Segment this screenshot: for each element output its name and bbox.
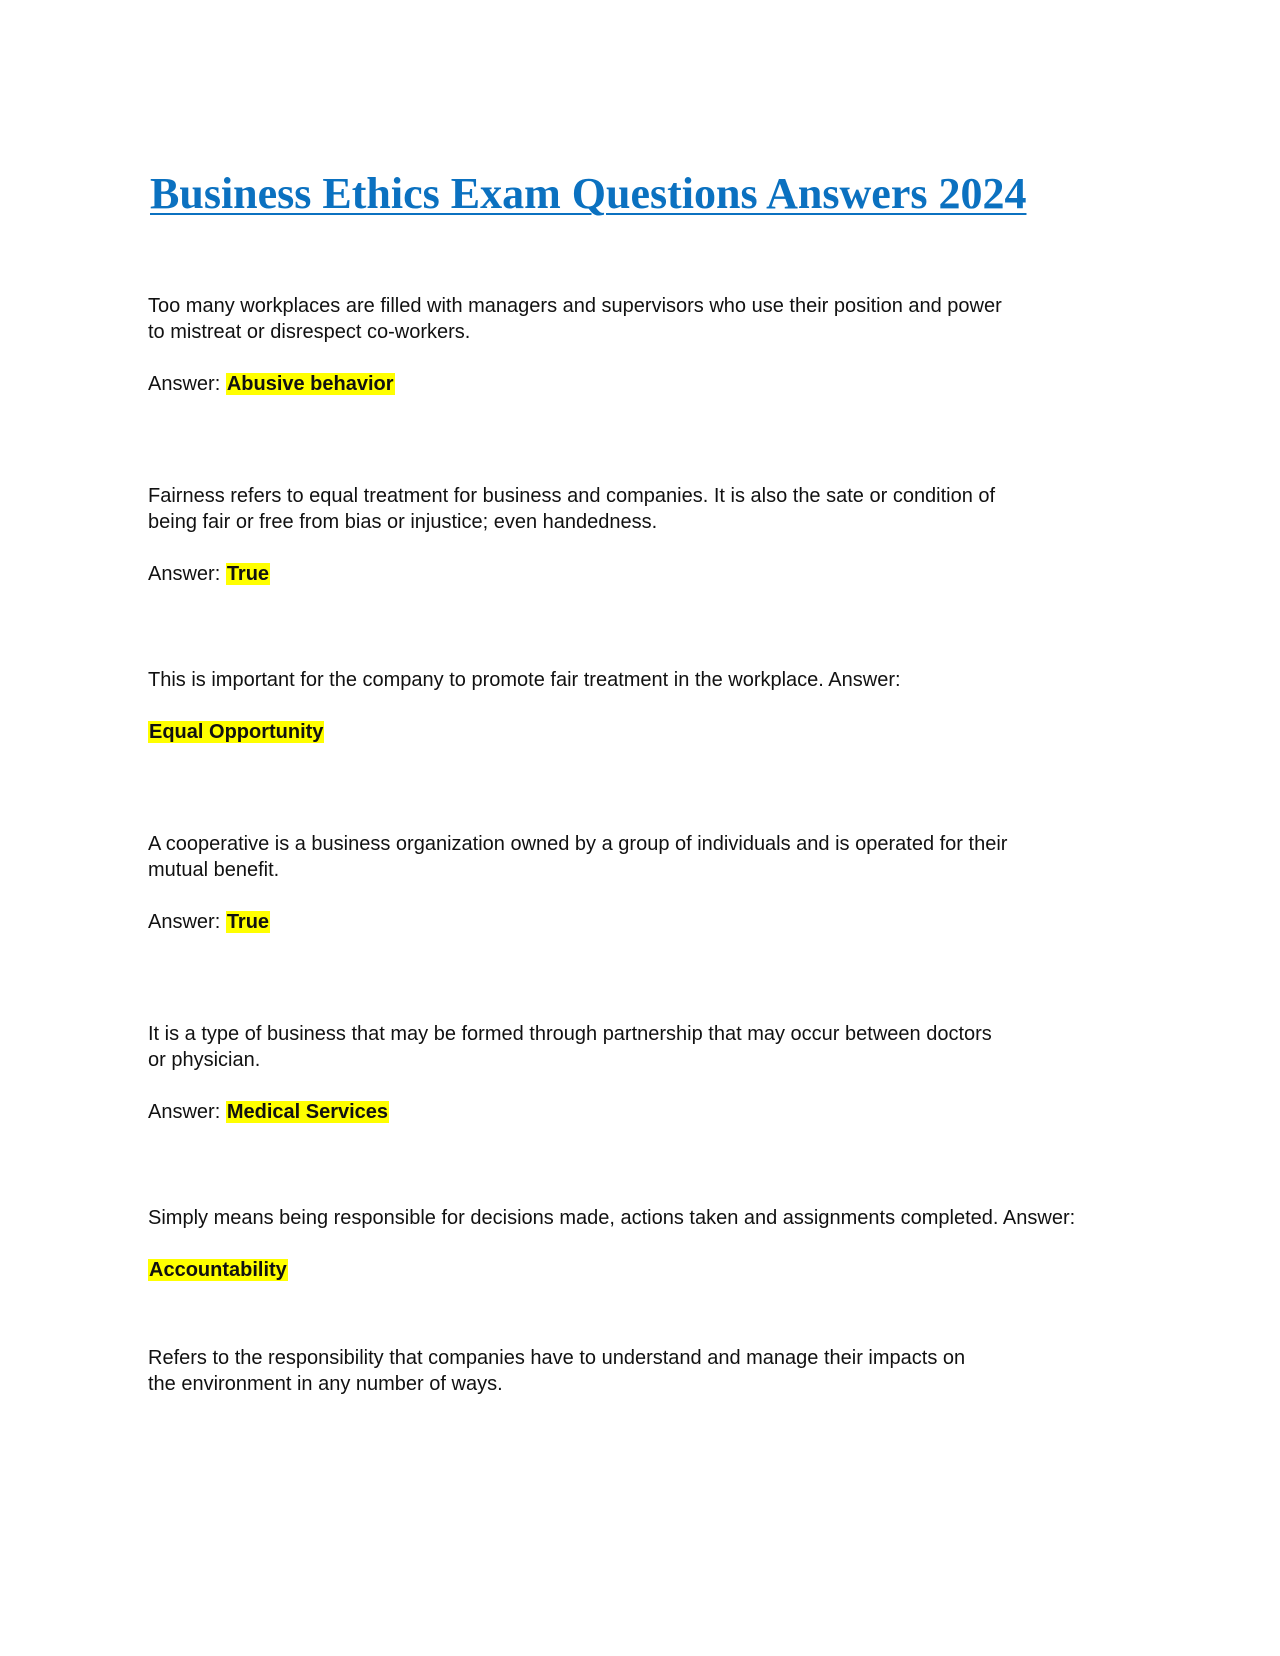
- question-text-line: Simply means being responsible for decisions made, actions taken and assignments completed. Answer:: [148, 1207, 1076, 1229]
- question-text-line: the environment in any number of ways.: [148, 1373, 503, 1395]
- question-text-line: mutual benefit.: [148, 859, 280, 881]
- question-text-line: to mistreat or disrespect co-workers.: [148, 321, 471, 343]
- question-text-line: Refers to the responsibility that companies have to understand and manage their impacts on: [148, 1347, 966, 1369]
- highlighted-answer: Medical Services: [226, 1101, 389, 1123]
- answer-label: Answer:: [148, 911, 226, 933]
- answer-2: [148, 561, 270, 587]
- answer-label: Answer:: [148, 1101, 226, 1123]
- question-text-line: or physician.: [148, 1049, 261, 1071]
- question-1: [148, 293, 1002, 345]
- question-text-line: being fair or free from bias or injustice; even handedness.: [148, 511, 658, 533]
- highlighted-answer: Abusive behavior: [226, 373, 394, 395]
- highlighted-answer: True: [226, 563, 270, 585]
- question-text-line: It is a type of business that may be formed through partnership that may occur between doctors: [148, 1023, 992, 1045]
- question-5: [148, 1021, 992, 1073]
- question-text-line: A cooperative is a business organization owned by a group of individuals and is operated for their: [148, 833, 1008, 855]
- question-4: [148, 831, 1007, 883]
- highlighted-answer: Equal Opportunity: [149, 721, 324, 743]
- question-6: [148, 1205, 1075, 1231]
- document-title: Business Ethics Exam Questions Answers 2024: [150, 169, 1027, 218]
- question-7: [148, 1345, 965, 1397]
- answer-5: [148, 1099, 389, 1125]
- question-text-line: Fairness refers to equal treatment for business and companies. It is also the sate or condition of: [148, 485, 996, 507]
- question-text-line: This is important for the company to promote fair treatment in the workplace. Answer:: [148, 669, 901, 691]
- highlighted-answer: Accountability: [149, 1259, 287, 1281]
- answer-label: Answer:: [148, 563, 226, 585]
- answer-3: [148, 719, 324, 745]
- answer-4: [148, 909, 270, 935]
- highlighted-answer: True: [226, 911, 270, 933]
- question-3: [148, 667, 901, 693]
- question-2: [148, 483, 995, 535]
- answer-1: [148, 371, 395, 397]
- answer-6: [148, 1257, 288, 1283]
- answer-label: Answer:: [148, 373, 226, 395]
- question-text-line: Too many workplaces are filled with managers and supervisors who use their position and power: [148, 295, 1002, 317]
